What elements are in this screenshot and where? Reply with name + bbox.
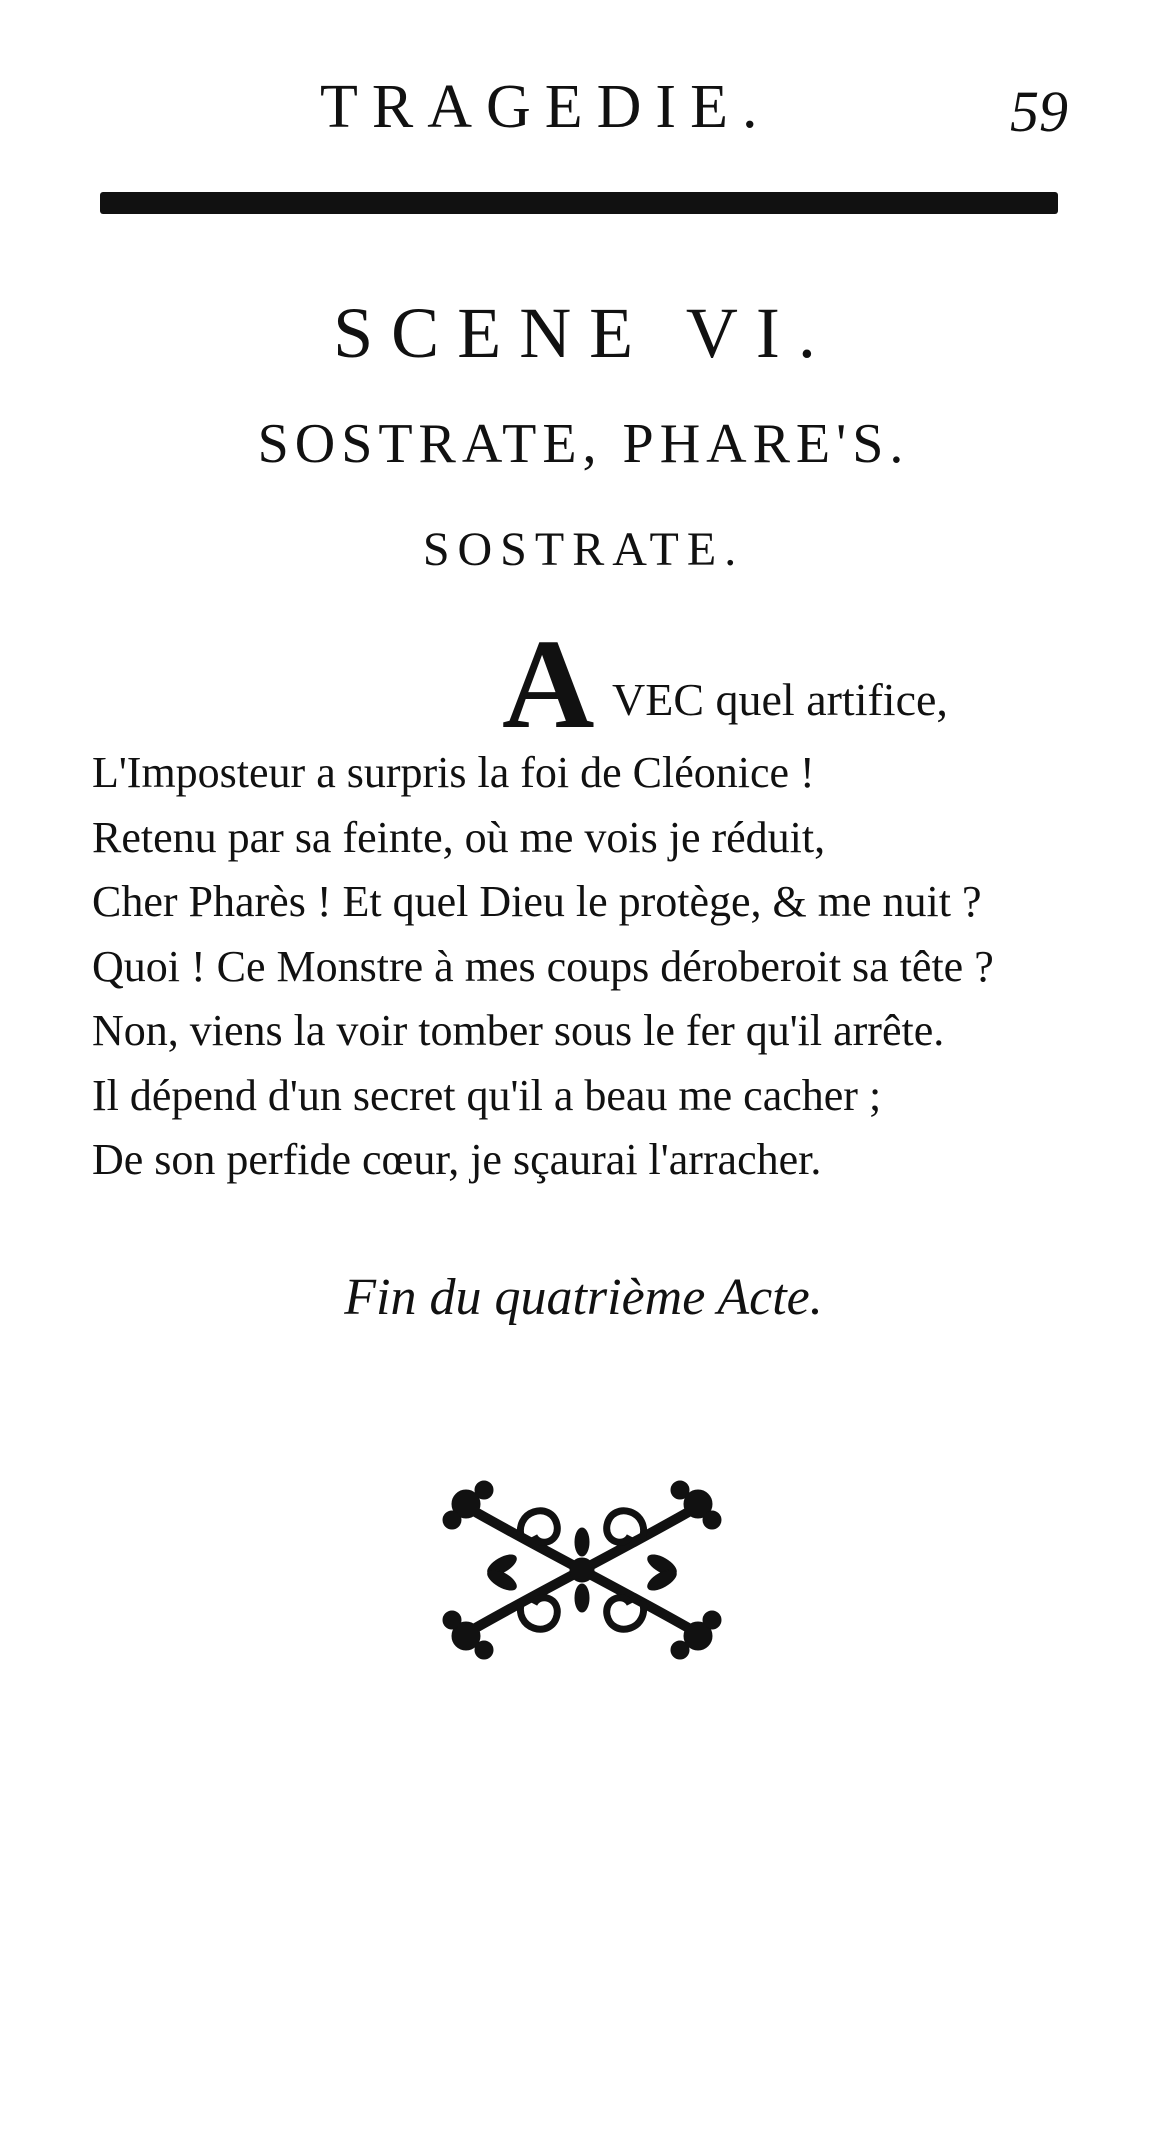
verse-line: Retenu par sa feinte, où me vois je réduit, <box>92 812 826 862</box>
verse-line: Non, viens la voir tomber sous le fer qu'il arrête. <box>92 1006 945 1055</box>
heavy-rule-divider <box>100 192 1058 214</box>
verse-line: L'Imposteur a surpris la foi de Cléonice ! <box>92 748 815 797</box>
scene-characters: SOSTRATE, PHARE'S. <box>257 413 910 475</box>
speaker-name: SOSTRATE. <box>422 523 745 576</box>
scene-heading: SCENE VI. <box>333 293 834 373</box>
drop-cap: A <box>502 613 595 755</box>
verse-block <box>92 613 1092 1193</box>
verse-line: De son perfide cœur, je sçaurai l'arracher. <box>92 1135 822 1184</box>
verse-line: Quoi ! Ce Monstre à mes coups déroberoit sa tête ? <box>92 941 994 991</box>
verse-first-line-text: VEC quel artifice, <box>612 674 948 725</box>
running-head <box>0 62 1167 152</box>
verse-line: Il dépend d'un secret qu'il a beau me cacher ; <box>92 1070 882 1120</box>
running-title: TRAGEDIE. <box>320 73 772 141</box>
page-number: 59 <box>1010 79 1068 144</box>
act-end-note: Fin du quatrième Acte. <box>344 1269 823 1326</box>
verse-first-line <box>92 613 1092 755</box>
verse-line: Cher Pharès ! Et quel Dieu le protège, & me nuit ? <box>92 877 982 926</box>
floral-fleuron-icon <box>432 1470 732 1670</box>
